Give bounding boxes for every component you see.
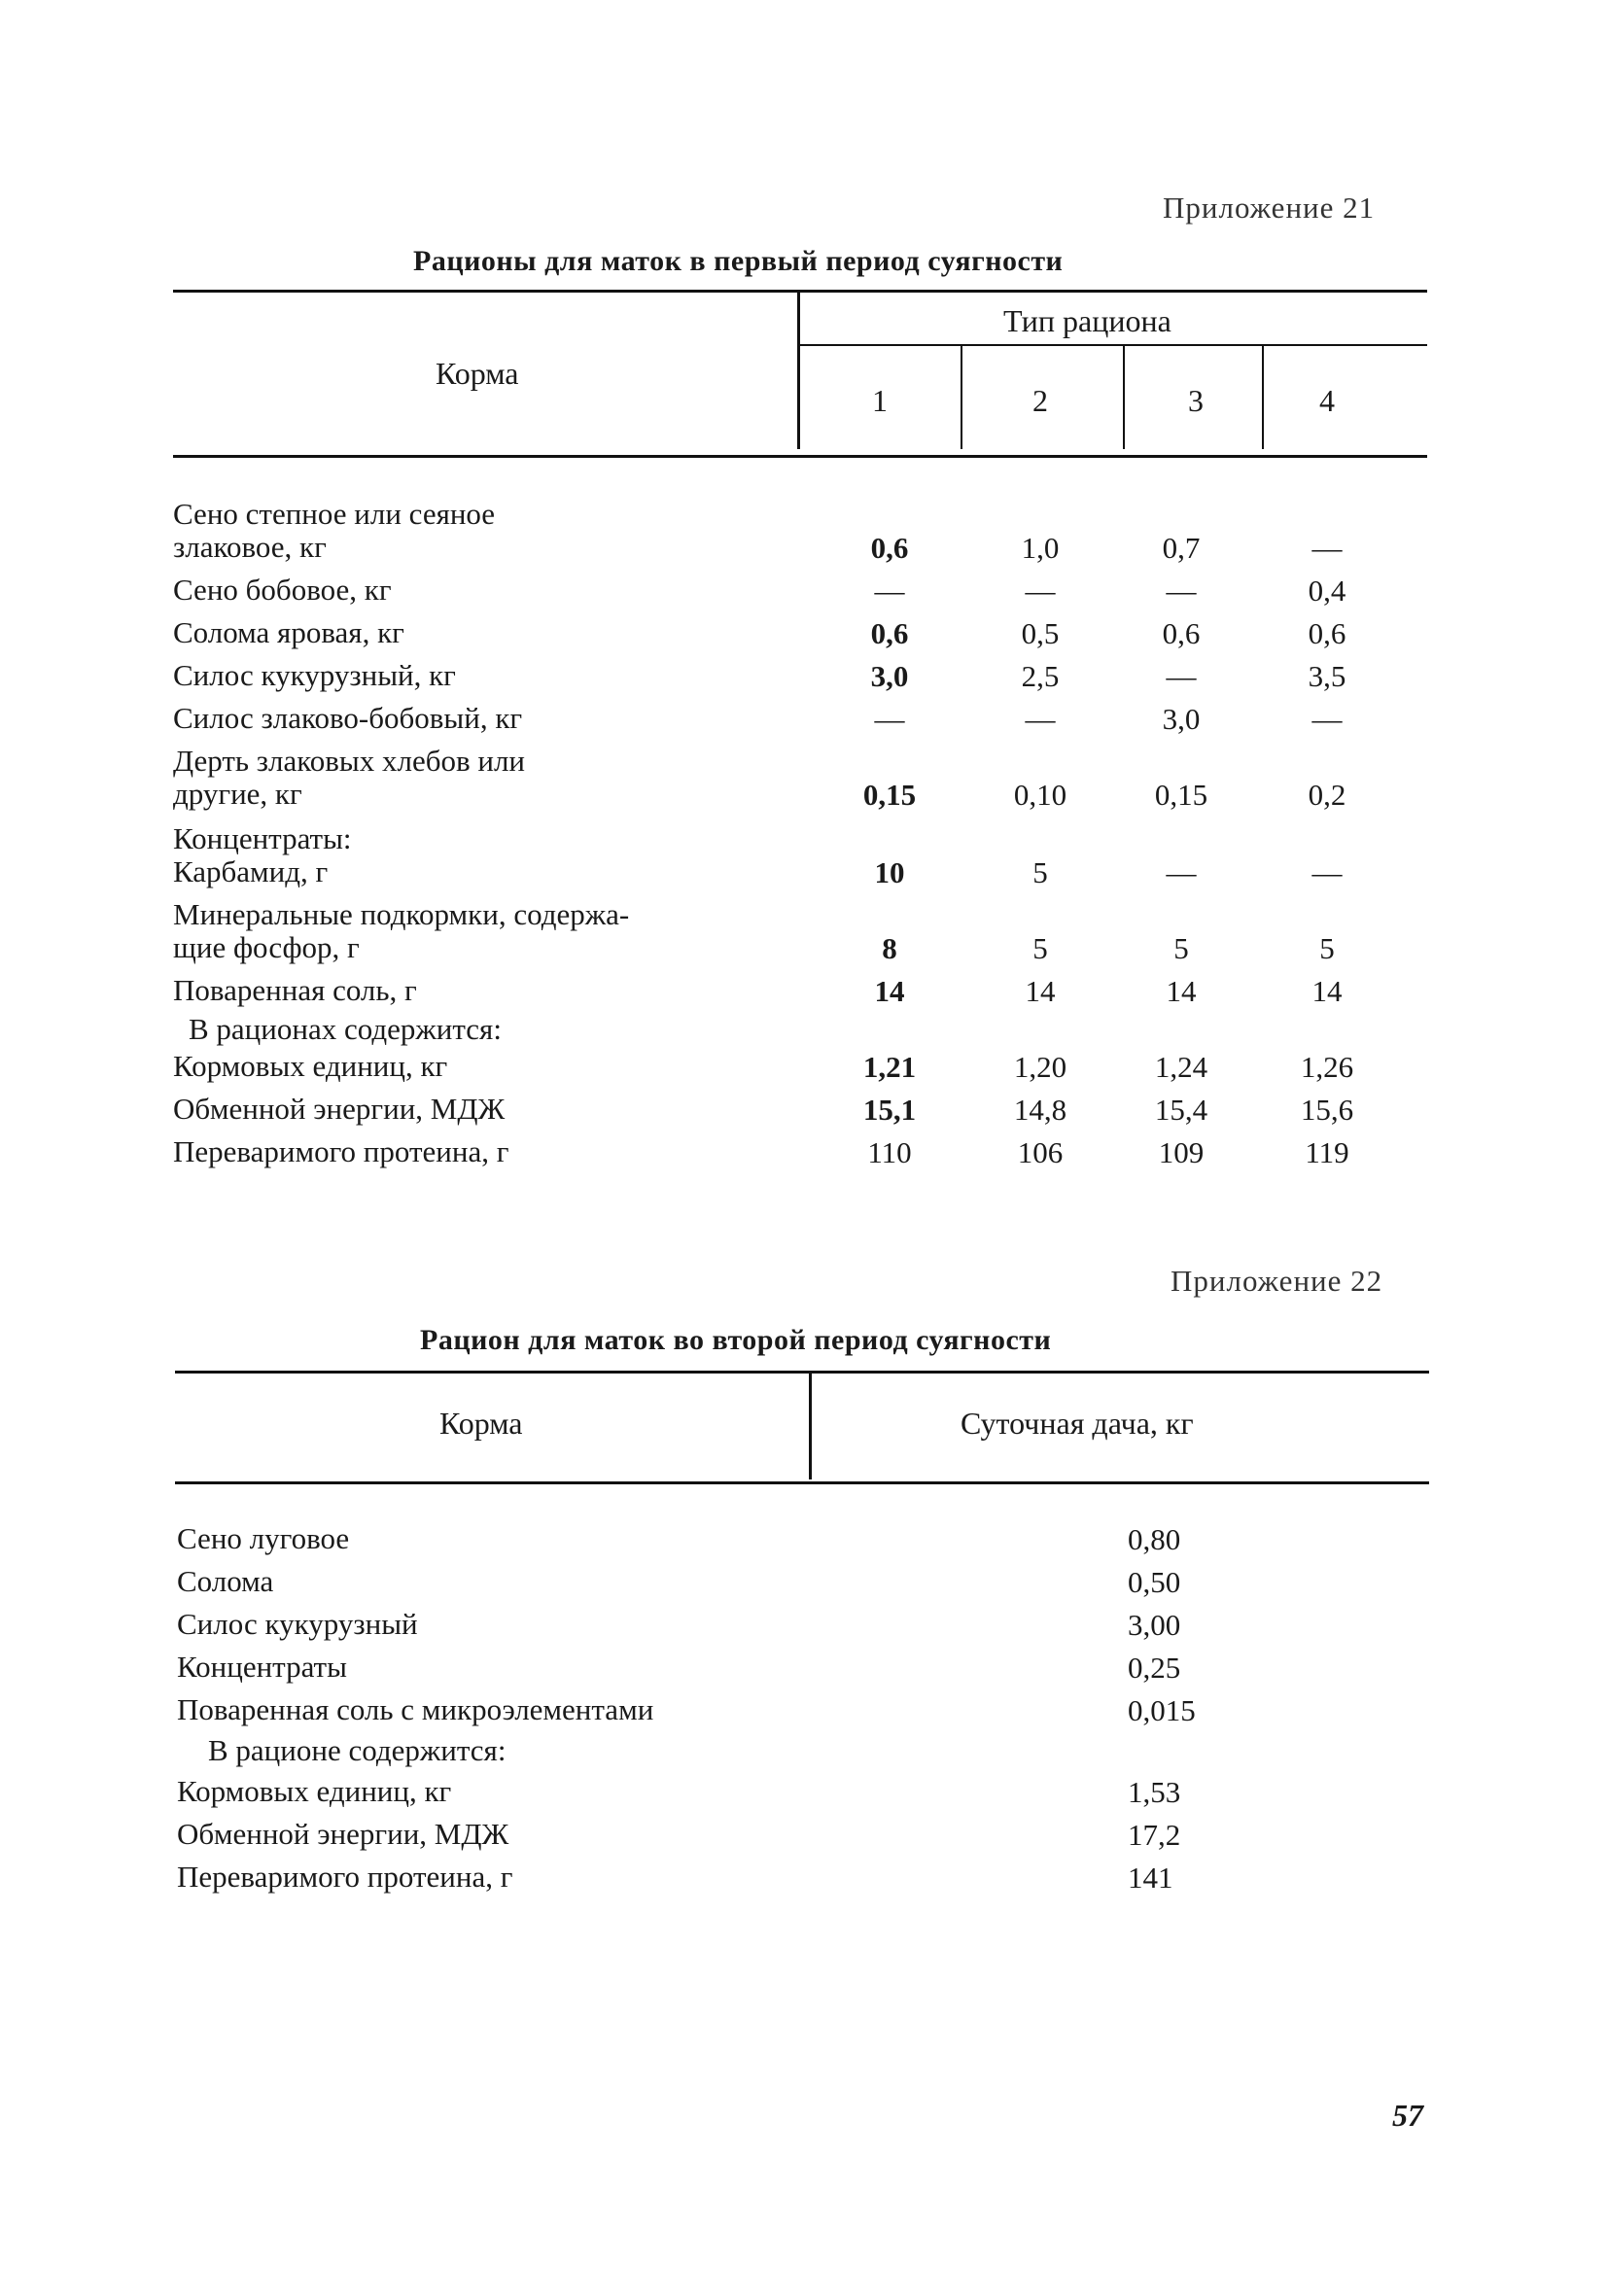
table-2-header-divider bbox=[809, 1373, 812, 1479]
row-label: Карбамид, г bbox=[173, 854, 329, 888]
cell-value: 10 bbox=[874, 855, 905, 889]
cell-value: 2,5 bbox=[1021, 659, 1060, 693]
cell-value: 1,24 bbox=[1154, 1050, 1208, 1084]
cell-value: 5 bbox=[1319, 931, 1335, 965]
row-label: Сено луговое bbox=[177, 1521, 350, 1555]
cell-value: — bbox=[1025, 702, 1056, 736]
cell-value: 1,20 bbox=[1013, 1050, 1067, 1084]
table-1-title: Рационы для маток в первый период суягности bbox=[413, 245, 1064, 277]
cell-value: 0,10 bbox=[1013, 778, 1067, 812]
row-label: Обменной энергии, МДЖ bbox=[177, 1817, 509, 1851]
table-2-header-bottom-rule bbox=[175, 1481, 1429, 1484]
cell-value: — bbox=[1166, 855, 1197, 889]
row-label: Силос кукурузный, кг bbox=[173, 658, 456, 692]
cell-value: 14,8 bbox=[1013, 1093, 1067, 1127]
cell-value: 119 bbox=[1305, 1135, 1349, 1169]
row-label: Кормовых единиц, кг bbox=[177, 1774, 452, 1808]
table-1-ration-type-header: Тип рациона bbox=[1003, 303, 1171, 338]
table-1-col-divider bbox=[961, 346, 962, 449]
cell-value: 3,00 bbox=[1128, 1608, 1181, 1642]
row-label: Солома bbox=[177, 1564, 274, 1598]
appendix-21-label: Приложение 21 bbox=[1163, 191, 1376, 225]
cell-value: — bbox=[874, 574, 905, 608]
cell-value: 0,2 bbox=[1308, 778, 1346, 812]
cell-value: — bbox=[1311, 531, 1343, 565]
table-1-top-rule bbox=[173, 290, 1427, 293]
cell-value: 15,6 bbox=[1300, 1093, 1354, 1127]
table-2-title: Рацион для маток во второй период суягности bbox=[420, 1324, 1052, 1356]
cell-value: — bbox=[874, 702, 905, 736]
row-label: Силос кукурузный bbox=[177, 1607, 418, 1641]
row-label: Кормовых единиц, кг bbox=[173, 1049, 448, 1083]
cell-value: 0,6 bbox=[1162, 616, 1201, 650]
cell-value: 1,21 bbox=[862, 1050, 917, 1084]
row-label: злаковое, кг bbox=[173, 530, 327, 564]
table-1-type-2-header: 2 bbox=[1032, 383, 1048, 418]
cell-value: 5 bbox=[1173, 931, 1189, 965]
row-label: Обменной энергии, МДЖ bbox=[173, 1092, 506, 1126]
cell-value: — bbox=[1166, 574, 1197, 608]
row-label: В рационе содержится: bbox=[208, 1733, 507, 1767]
row-label: щие фосфор, г bbox=[173, 930, 360, 964]
row-label: Дерть злаковых хлебов или bbox=[173, 744, 526, 778]
cell-value: 17,2 bbox=[1128, 1818, 1181, 1852]
cell-value: 0,6 bbox=[870, 616, 909, 650]
cell-value: 0,6 bbox=[870, 531, 909, 565]
cell-value: — bbox=[1025, 574, 1056, 608]
cell-value: 3,5 bbox=[1308, 659, 1346, 693]
cell-value: 14 bbox=[1311, 974, 1343, 1008]
row-label: Силос злаково-бобовый, кг bbox=[173, 701, 523, 735]
table-1-header-bottom-rule bbox=[173, 455, 1427, 458]
page-number: 57 bbox=[1392, 2098, 1423, 2133]
cell-value: 0,5 bbox=[1021, 616, 1060, 650]
cell-value: 14 bbox=[874, 974, 905, 1008]
cell-value: 0,7 bbox=[1162, 531, 1201, 565]
table-1-type-1-header: 1 bbox=[872, 383, 888, 418]
row-label: Минеральные подкормки, содержа- bbox=[173, 897, 630, 931]
row-label: Концентраты bbox=[177, 1650, 347, 1684]
cell-value: 1,0 bbox=[1021, 531, 1060, 565]
table-1-subheader-rule bbox=[799, 344, 1427, 346]
row-label: Поваренная соль с микроэлементами bbox=[177, 1692, 654, 1726]
cell-value: 109 bbox=[1158, 1135, 1205, 1169]
cell-value: 0,4 bbox=[1308, 574, 1346, 608]
table-1-col-divider bbox=[1262, 346, 1264, 449]
row-label: Поваренная соль, г bbox=[173, 973, 417, 1007]
table-2-feed-header: Корма bbox=[439, 1406, 523, 1441]
table-2-top-rule bbox=[175, 1371, 1429, 1374]
appendix-22-label: Приложение 22 bbox=[1171, 1264, 1383, 1298]
cell-value: 0,15 bbox=[862, 778, 917, 812]
row-label: другие, кг bbox=[173, 777, 302, 811]
cell-value: 0,50 bbox=[1128, 1565, 1181, 1599]
cell-value: 141 bbox=[1128, 1861, 1173, 1895]
cell-value: 0,80 bbox=[1128, 1522, 1181, 1556]
cell-value: 0,25 bbox=[1128, 1651, 1181, 1685]
row-label: Концентраты: bbox=[173, 821, 352, 855]
cell-value: 14 bbox=[1025, 974, 1056, 1008]
row-label: Переваримого протеина, г bbox=[177, 1860, 513, 1894]
cell-value: 14 bbox=[1166, 974, 1197, 1008]
cell-value: 0,6 bbox=[1308, 616, 1346, 650]
cell-value: 3,0 bbox=[1162, 702, 1201, 736]
table-1-feed-header: Корма bbox=[436, 356, 519, 391]
cell-value: 8 bbox=[882, 931, 897, 965]
cell-value: 0,015 bbox=[1128, 1693, 1196, 1727]
table-1-col-divider bbox=[1123, 346, 1125, 449]
cell-value: 110 bbox=[867, 1135, 912, 1169]
cell-value: — bbox=[1166, 659, 1197, 693]
row-label: Солома яровая, кг bbox=[173, 615, 404, 649]
cell-value: 15,4 bbox=[1154, 1093, 1208, 1127]
table-1-header-divider bbox=[797, 292, 800, 449]
table-1-type-3-header: 3 bbox=[1188, 383, 1204, 418]
cell-value: 15,1 bbox=[862, 1093, 917, 1127]
table-2-daily-dose-header: Суточная дача, кг bbox=[961, 1406, 1194, 1441]
cell-value: 5 bbox=[1032, 855, 1048, 889]
cell-value: — bbox=[1311, 855, 1343, 889]
cell-value: 1,26 bbox=[1300, 1050, 1354, 1084]
row-label: В рационах содержится: bbox=[189, 1012, 502, 1046]
cell-value: 3,0 bbox=[870, 659, 909, 693]
table-1-type-4-header: 4 bbox=[1319, 383, 1335, 418]
cell-value: 0,15 bbox=[1154, 778, 1208, 812]
cell-value: — bbox=[1311, 702, 1343, 736]
cell-value: 106 bbox=[1017, 1135, 1064, 1169]
row-label: Сено бобовое, кг bbox=[173, 573, 392, 607]
cell-value: 5 bbox=[1032, 931, 1048, 965]
cell-value: 1,53 bbox=[1128, 1775, 1181, 1809]
row-label: Переваримого протеина, г bbox=[173, 1134, 509, 1168]
row-label: Сено степное или сеяное bbox=[173, 497, 496, 531]
